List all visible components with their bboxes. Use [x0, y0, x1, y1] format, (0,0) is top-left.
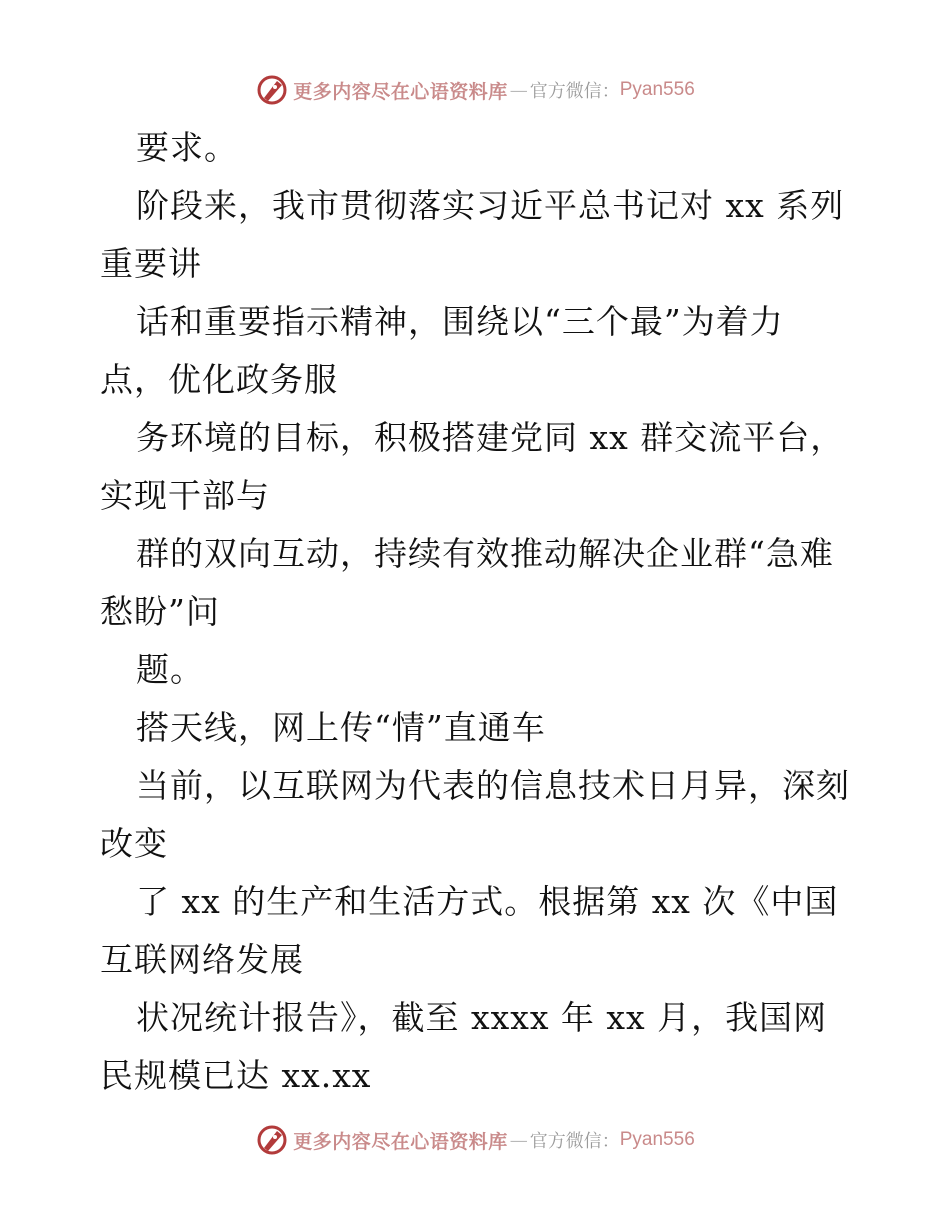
text-line: 实现干部与 — [100, 476, 270, 515]
text-line: 互联网络发展 — [100, 940, 304, 979]
text-line: 愁盼”问 — [100, 592, 220, 631]
text-line: 了 xx 的生产和生活方式。根据第 xx 次《中国 — [136, 882, 839, 921]
text-line: 民规模已达 xx.xx — [100, 1056, 372, 1095]
pen-nib-logo-icon — [255, 73, 289, 107]
banner-dash: — — [509, 79, 528, 101]
text-line: 点，优化政务服 — [100, 360, 338, 399]
banner-main-text: 更多内容尽在心语资料库 — [293, 80, 508, 103]
text-line: 重要讲 — [100, 244, 202, 283]
text-line: 状况统计报告》，截至 xxxx 年 xx 月，我国网 — [136, 998, 828, 1037]
text-line: 当前，以互联网为代表的信息技术日月异，深刻 — [136, 766, 850, 805]
banner-wechat-id: Pyan556 — [619, 79, 695, 100]
footer-banner — [0, 1120, 950, 1160]
banner-wechat-label: 官方微信： — [529, 81, 620, 102]
text-line: 改变 — [100, 824, 168, 863]
header-banner — [0, 70, 950, 110]
text-line: 话和重要指示精神，围绕以“三个最”为着力 — [136, 302, 784, 341]
banner-wechat-label: 官方微信： — [529, 1131, 620, 1152]
pen-nib-logo-icon — [255, 1123, 289, 1157]
banner-dash: — — [509, 1129, 528, 1151]
text-line: 题。 — [136, 650, 204, 689]
banner-wechat-id: Pyan556 — [619, 1129, 695, 1150]
text-line: 阶段来，我市贯彻落实习近平总书记对 xx 系列 — [136, 186, 845, 225]
section-heading: 搭天线，网上传“情”直通车 — [136, 708, 546, 747]
text-line: 务环境的目标，积极搭建党同 xx 群交流平台， — [136, 418, 845, 457]
text-line: 要求。 — [136, 128, 238, 167]
text-line: 群的双向互动，持续有效推动解决企业群“急难 — [136, 534, 834, 573]
banner-main-text: 更多内容尽在心语资料库 — [293, 1130, 508, 1153]
